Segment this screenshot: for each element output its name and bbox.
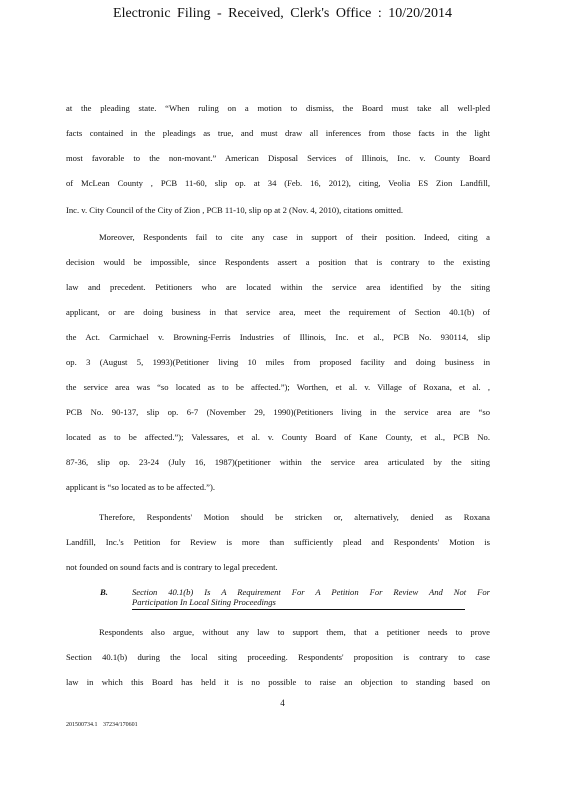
body-line: Moreover, Respondents fail to cite any case in support of their position. Indeed, citing a <box>99 232 490 242</box>
body-line: of McLean County , PCB 11-60, slip op. at 34 (Feb. 16, 2012), citing, Veolia ES Zion Landfill, <box>66 178 490 188</box>
body-line: law in which this Board has held it is no possible to raise an objection to standing based on <box>66 677 490 687</box>
body-line: Therefore, Respondents' Motion should be stricken or, alternatively, denied as Roxana <box>99 512 490 522</box>
body-line: facts contained in the pleadings as true, and must draw all inferences from those facts in the light <box>66 128 490 138</box>
body-line: Landfill, Inc.'s Petition for Review is more than sufficiently plead and Respondents' Motion is <box>66 537 490 547</box>
body-line: not founded on sound facts and is contrary to legal precedent. <box>66 562 278 572</box>
section-heading-line2: Participation In Local Siting Proceedings <box>132 597 276 607</box>
body-line: applicant, or are doing business in that service area, meet the requirement of Section 40.1(b) of <box>66 307 490 317</box>
body-line: op. 3 (August 5, 1993)(Petitioner living 10 miles from proposed facility and doing business in <box>66 357 490 367</box>
body-line: located as to be affected.”); Valessares, et al. v. County Board of Kane County, et al., PCB No. <box>66 432 490 442</box>
electronic-filing-stamp: Electronic Filing - Received, Clerk's Office : 10/20/2014 <box>113 6 452 21</box>
body-line: 87-36, slip op. 23-24 (July 16, 1987)(petitioner within the service area articulated by the siting <box>66 457 490 467</box>
page-number: 4 <box>280 698 285 708</box>
body-line: applicant is “so located as to be affected.”). <box>66 482 215 492</box>
section-letter: B. <box>100 587 108 597</box>
body-line: decision would be impossible, since Respondents assert a position that is contrary to the existing <box>66 257 490 267</box>
body-line: Respondents also argue, without any law to support them, that a petitioner needs to prove <box>99 627 490 637</box>
body-line: law and precedent. Petitioners who are located within the service area identified by the siting <box>66 282 490 292</box>
body-line: the service area was “so located as to be affected.”); Worthen, et al. v. Village of Roxana, et al. , <box>66 382 490 392</box>
document-footer-id: 201500734.1 37234/170601 <box>66 722 138 728</box>
section-heading-line1: Section 40.1(b) Is A Requirement For A Petition For Review And Not For <box>132 587 490 597</box>
body-line: PCB No. 90-137, slip op. 6-7 (November 29, 1990)(Petitioners living in the service area are “so <box>66 407 490 417</box>
body-line: most favorable to the non-movant.” American Disposal Services of Illinois, Inc. v. County Board <box>66 153 490 163</box>
body-line: Inc. v. City Council of the City of Zion , PCB 11-10, slip op at 2 (Nov. 4, 2010), citations omitted. <box>66 205 404 215</box>
section-heading-underline <box>132 609 465 610</box>
body-line: Section 40.1(b) during the local siting proceeding. Respondents' proposition is contrary to case <box>66 652 490 662</box>
body-line: the Act. Carmichael v. Browning-Ferris Industries of Illinois, Inc. et al., PCB No. 930114, slip <box>66 332 490 342</box>
body-line: at the pleading state. “When ruling on a motion to dismiss, the Board must take all well-pled <box>66 103 490 113</box>
